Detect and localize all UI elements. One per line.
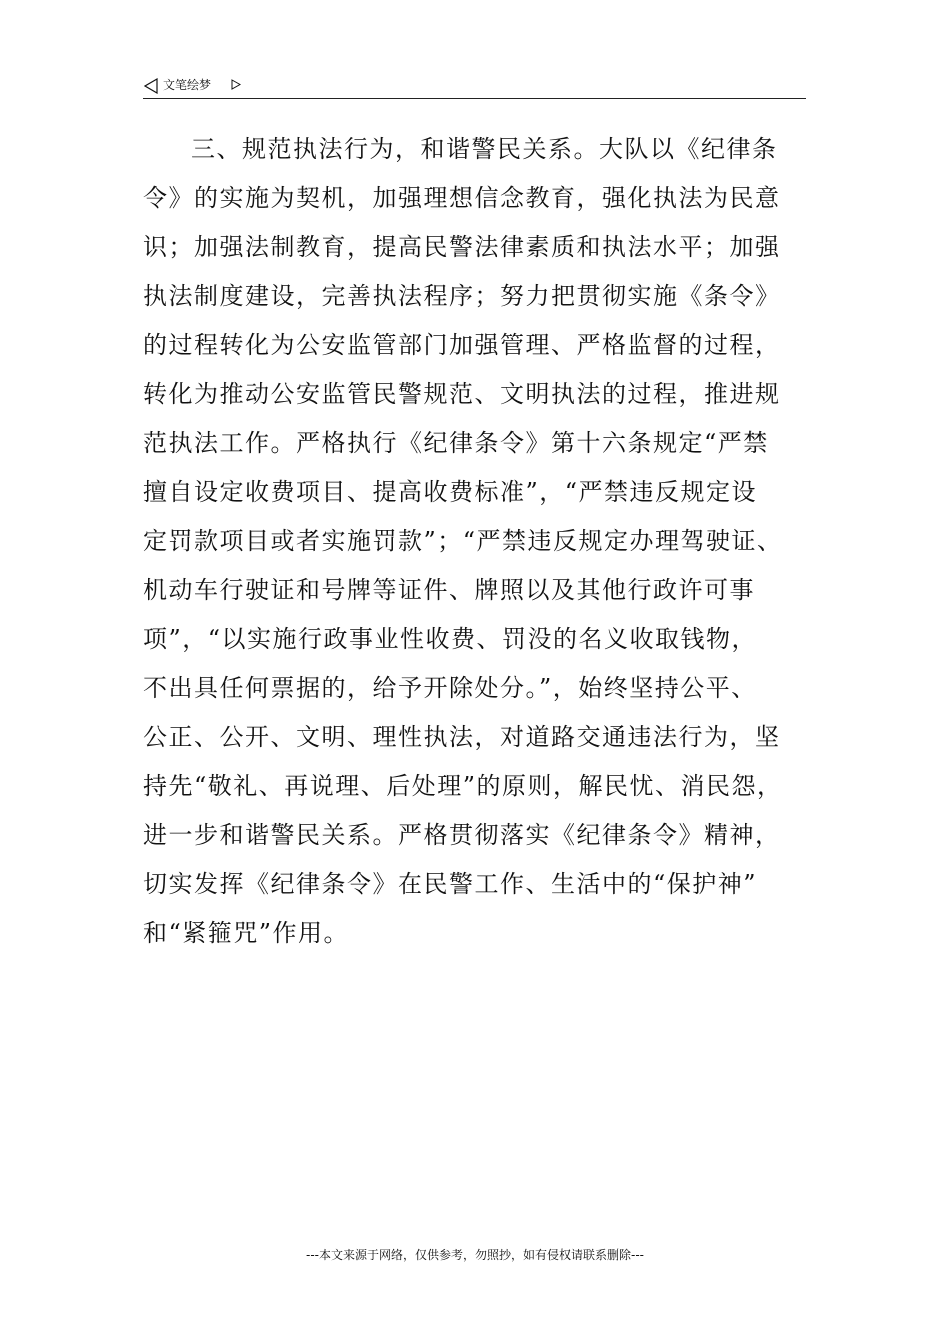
paragraph-line: 定罚款项目或者实施罚款”；“严禁违反规定办理驾驶证、 <box>143 527 783 555</box>
paragraph-line: 令》的实施为契机，加强理想信念教育，强化执法为民意 <box>143 184 781 212</box>
paragraph-line: 擅自设定收费项目、提高收费标准”，“严禁违反规定设 <box>143 478 758 506</box>
paragraph-line: 项”，“以实施行政事业性收费、罚没的名义收取钱物， <box>143 625 758 653</box>
page-header <box>143 74 806 99</box>
paragraph-line: 和“紧箍咒”作用。 <box>143 919 350 947</box>
paragraph-line: 持先“敬礼、再说理、后处理”的原则，解民忧、消民怨， <box>143 772 783 800</box>
header-title: 文笔绘梦 <box>163 78 212 92</box>
paragraph-line: 机动车行驶证和号牌等证件、牌照以及其他行政许可事 <box>143 576 755 604</box>
paragraph-line: 执法制度建设，完善执法程序；努力把贯彻实施《条令》 <box>143 282 781 310</box>
paragraph-line: 进一步和谐警民关系。严格贯彻落实《纪律条令》精神， <box>143 821 781 849</box>
paragraph-line: 识；加强法制教育，提高民警法律素质和执法水平；加强 <box>143 233 781 261</box>
left-triangle-outline-icon <box>144 78 158 94</box>
page-footer-note: ---本文来源于网络，仅供参考，勿照抄，如有侵权请联系删除--- <box>306 1248 644 1262</box>
paragraph-line: 三、规范执法行为，和谐警民关系。大队以《纪律条 <box>191 135 778 163</box>
paragraph-line: 不出具任何票据的，给予开除处分。”，始终坚持公平、 <box>143 674 757 702</box>
paragraph-line: 的过程转化为公安监管部门加强管理、严格监督的过程， <box>143 331 781 359</box>
paragraph-line: 切实发挥《纪律条令》在民警工作、生活中的“保护神” <box>143 870 758 898</box>
paragraph-line: 公正、公开、文明、理性执法，对道路交通违法行为，坚 <box>143 723 781 751</box>
paragraph-line: 范执法工作。严格执行《纪律条令》第十六条规定“严禁 <box>143 429 769 457</box>
paragraph-line: 转化为推动公安监管民警规范、文明执法的过程，推进规 <box>143 380 781 408</box>
right-triangle-outline-icon <box>231 79 241 90</box>
document-body <box>143 125 813 958</box>
